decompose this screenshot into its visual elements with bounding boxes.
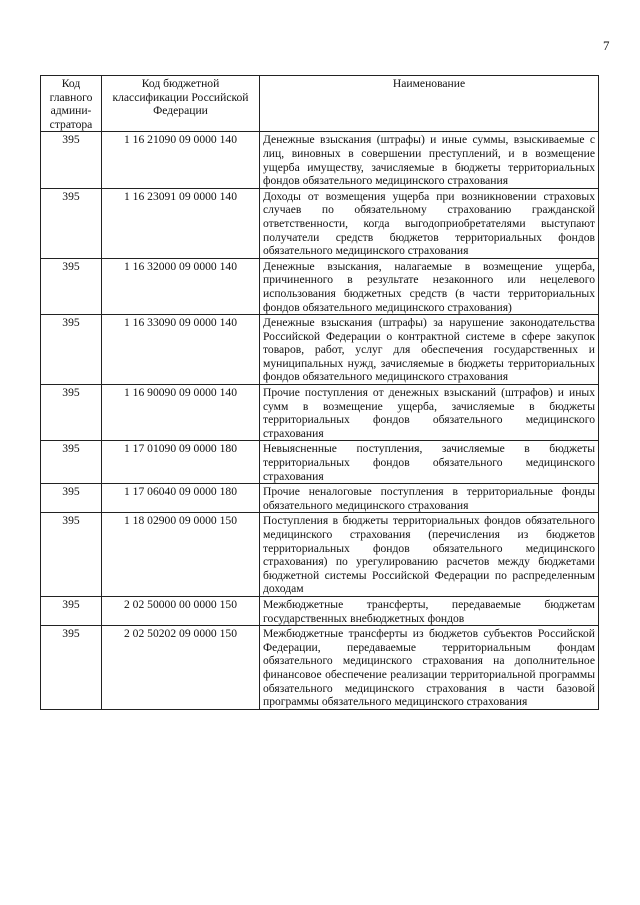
table-row [41,315,599,385]
name-cell: Денежные взыскания, налагаемые в возмещение ущерба, причиненного в результате незаконного или нецелевого использования бюджетных средств (в части территориальных фондов обязательного медицинского страхования) [260,258,599,314]
budget-code-cell: 1 17 01090 09 0000 180 [102,441,260,484]
header-admin-code: Код главного админи-стратора [41,76,102,132]
budget-code-cell: 1 18 02900 09 0000 150 [102,513,260,597]
name-cell: Поступления в бюджеты территориальных фондов обязательного медицинского страхования (перечисления из бюджетов территориальных фондов обязательного медицинского страхования) по урегулированию расчетов между бюджетами бюджетной системы Российской Федерации по распределенным доходам [260,513,599,597]
admin-code-cell: 395 [41,385,102,441]
table-row [41,484,599,513]
table-row [41,626,599,710]
table-row [41,441,599,484]
table-row [41,258,599,314]
table-row [41,513,599,597]
table-row [41,596,599,625]
budget-code-cell: 2 02 50202 09 0000 150 [102,626,260,710]
admin-code-cell: 395 [41,315,102,385]
admin-code-cell: 395 [41,513,102,597]
admin-code-cell: 395 [41,188,102,258]
budget-code-cell: 1 17 06040 09 0000 180 [102,484,260,513]
admin-code-cell: 395 [41,484,102,513]
budget-classification-table [40,75,599,710]
name-cell: Межбюджетные трансферты, передаваемые бюджетам государственных внебюджетных фондов [260,596,599,625]
budget-code-cell: 1 16 90090 09 0000 140 [102,385,260,441]
table-row [41,188,599,258]
name-cell: Межбюджетные трансферты из бюджетов субъектов Российской Федерации, передаваемые территориальным фондам обязательного медицинского страхования на дополнительное финансовое обеспечение реализации территориальной программы обязательного медицинского страхования в части базовой программы обязательного медицинского страхования [260,626,599,710]
admin-code-cell: 395 [41,596,102,625]
name-cell: Прочие неналоговые поступления в территориальные фонды обязательного медицинского страхования [260,484,599,513]
admin-code-cell: 395 [41,626,102,710]
name-cell: Невыясненные поступления, зачисляемые в бюджеты территориальных фондов обязательного медицинского страхования [260,441,599,484]
name-cell: Денежные взыскания (штрафы) за нарушение законодательства Российской Федерации о контрактной системе в сфере закупок товаров, работ, услуг для обеспечения государственных и муниципальных нужд, зачисляемые в бюджеты территориальных фондов обязательного медицинского страхования [260,315,599,385]
table-row [41,385,599,441]
table-row [41,132,599,188]
table-header-row [41,76,599,132]
name-cell: Денежные взыскания (штрафы) и иные суммы, взыскиваемые с лиц, виновных в совершении преступлений, и в возмещение ущерба имуществу, зачисляемые в бюджеты территориальных фондов обязательного медицинского страхования [260,132,599,188]
header-budget-code: Код бюджетной классификации Российской Федерации [102,76,260,132]
header-name: Наименование [260,76,599,132]
page-number: 7 [603,38,610,53]
budget-code-cell: 1 16 32000 09 0000 140 [102,258,260,314]
admin-code-cell: 395 [41,258,102,314]
name-cell: Доходы от возмещения ущерба при возникновении страховых случаев по обязательному страхованию гражданской ответственности, когда выгодоприобретателями выступают получатели средств бюджетов территориальных фондов обязательного медицинского страхования [260,188,599,258]
budget-code-cell: 2 02 50000 00 0000 150 [102,596,260,625]
admin-code-cell: 395 [41,441,102,484]
name-cell: Прочие поступления от денежных взысканий (штрафов) и иных сумм в возмещение ущерба, зачисляемые в бюджеты территориальных фондов обязательного медицинского страхования [260,385,599,441]
admin-code-cell: 395 [41,132,102,188]
budget-code-cell: 1 16 23091 09 0000 140 [102,188,260,258]
budget-code-cell: 1 16 21090 09 0000 140 [102,132,260,188]
budget-code-cell: 1 16 33090 09 0000 140 [102,315,260,385]
